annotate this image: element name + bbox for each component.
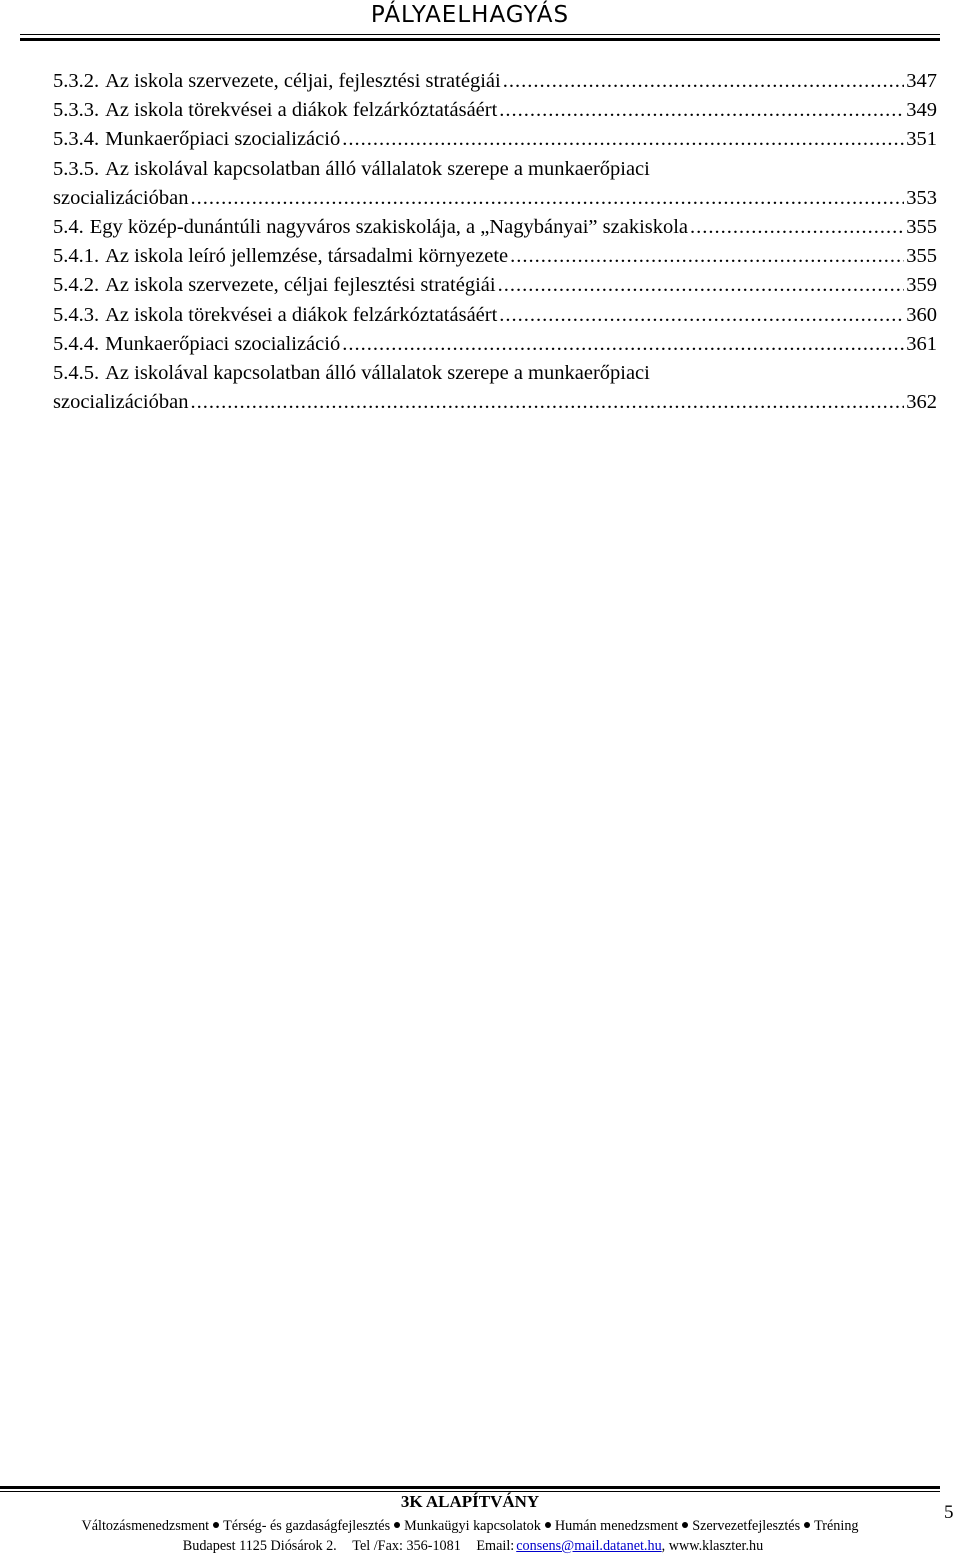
toc-entry-5-4-3[interactable]: 5.4.3. Az iskola törekvései a diákok felzárkóztatásáért ..... 360: [53, 304, 937, 333]
dot-leader: [342, 128, 904, 151]
toc-entry-5-3-5[interactable]: 5.3.5. Az iskolával kapcsolatban álló vállalatok szerepe a munkaerőpiaci szocializációban ..... 353: [53, 158, 937, 216]
toc-page-number: 361: [906, 332, 937, 355]
footer-address: Budapest 1125 Diósárok 2.: [182, 1538, 337, 1554]
toc-page-number: 355: [906, 245, 937, 268]
dot-leader: [190, 391, 904, 414]
toc-entry-5-4-2[interactable]: 5.4.2. Az iskola szervezete, céljai fejlesztési stratégiái ..... 359: [53, 274, 937, 303]
toc-entry-5-3-3[interactable]: 5.3.3. Az iskola törekvései a diákok felzárkóztatásáért ..... 349: [53, 99, 937, 128]
bullet-icon: [213, 1522, 219, 1528]
toc-page-number: 349: [906, 99, 937, 122]
dot-leader: [498, 274, 905, 297]
footer-email-link[interactable]: consens@mail.datanet.hu: [516, 1538, 662, 1554]
toc-page-number: 347: [906, 70, 937, 92]
dot-leader: [503, 70, 905, 93]
footer-phone: Tel /Fax: 356-1081: [352, 1538, 461, 1554]
footer-email-label: Email:: [476, 1538, 515, 1554]
toc-page-number: 359: [906, 274, 937, 297]
dot-leader: [510, 245, 904, 268]
toc-entry-5-3-4[interactable]: 5.3.4. Munkaerőpiaci szocializáció ..... 351: [53, 128, 937, 157]
dot-leader: [190, 187, 904, 210]
dot-leader: [499, 304, 904, 327]
table-of-contents: [53, 70, 937, 420]
toc-page-number: 353: [906, 186, 937, 209]
bullet-icon: [394, 1522, 400, 1528]
footer-divider-thick: [0, 1486, 940, 1489]
toc-page-number: 355: [906, 215, 937, 238]
toc-entry-5-4-5[interactable]: 5.4.5. Az iskolával kapcsolatban álló vállalatok szerepe a munkaerőpiaci szocializációban ..... 362: [53, 362, 937, 420]
toc-page-number: 360: [906, 303, 937, 326]
bullet-icon: [682, 1522, 688, 1528]
bullet-icon: [804, 1522, 810, 1528]
footer-services: Változásmenedzsment Térség- és gazdaságfejlesztés Munkaügyi kapcsolatok Humán menedzsment Szervezetfejlesztés Tréning: [81, 1518, 859, 1534]
bullet-icon: [545, 1522, 551, 1528]
header-divider-thick: [20, 38, 940, 41]
footer-contact: [0, 1538, 940, 1555]
page-number: 5: [944, 1502, 954, 1523]
dot-leader: [342, 333, 904, 356]
header-divider: [20, 34, 940, 35]
footer-organization: 3K ALAPÍTVÁNY: [400, 1492, 540, 1511]
running-header-title: PÁLYAELHAGYÁS: [370, 2, 570, 28]
toc-page-number: 351: [906, 128, 937, 151]
toc-entry-5-4-1[interactable]: 5.4.1. Az iskola leíró jellemzése, társadalmi környezete ..... 355: [53, 245, 937, 274]
footer-website: , www.klaszter.hu: [661, 1538, 764, 1554]
toc-entry-5-3-2[interactable]: 5.3.2. Az iskola szervezete, céljai, fejlesztési stratégiái ..... 347: [53, 70, 937, 99]
toc-entry-5-4[interactable]: 5.4. Egy közép-dunántúli nagyváros szakiskolája, a „Nagybányai” szakiskola ..... 355: [53, 216, 937, 245]
dot-leader: [499, 99, 904, 122]
toc-page-number: 362: [906, 391, 937, 414]
toc-entry-5-4-4[interactable]: 5.4.4. Munkaerőpiaci szocializáció ..... 361: [53, 333, 937, 362]
dot-leader: [690, 216, 904, 239]
